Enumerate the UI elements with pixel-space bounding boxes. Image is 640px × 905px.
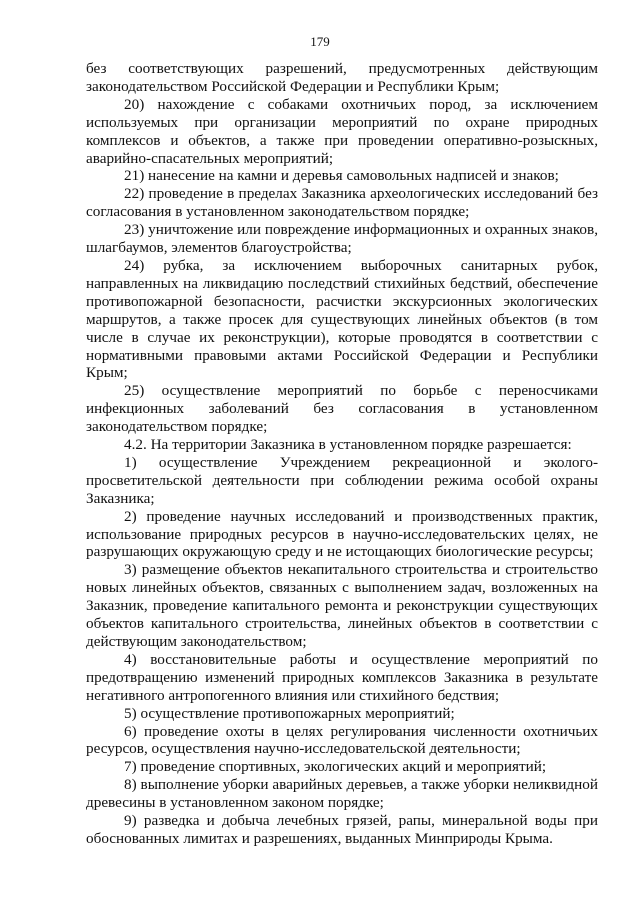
paragraph-allowed-1: 1) осуществление Учреждением рекреационной и эколого-просветительской деятельности при соблюдении режима особой охраны Заказника; bbox=[86, 453, 598, 507]
paragraph-allowed-5: 5) осуществление противопожарных мероприятий; bbox=[124, 704, 455, 722]
paragraph-item-20: 20) нахождение с собаками охотничьих пород, за исключением используемых при организации мероприятий по охране природных комплексов и объектов, а также при проведении оперативно-розыскных, аварийно-спасательных мероприятий; bbox=[86, 95, 598, 167]
paragraph-item-23: 23) уничтожение или повреждение информационных и охранных знаков, шлагбаумов, элементов благоустройства; bbox=[86, 221, 598, 257]
document-body bbox=[86, 60, 598, 848]
paragraph-allowed-8: 8) выполнение уборки аварийных деревьев, а также уборки неликвидной древесины в установленном законом порядке; bbox=[86, 776, 598, 812]
paragraph-item-25: 25) осуществление мероприятий по борьбе с переносчиками инфекционных заболеваний без согласования в установленном законодательством порядке; bbox=[86, 382, 598, 436]
paragraph-allowed-2: 2) проведение научных исследований и производственных практик, использование природных ресурсов в научно-исследовательских целях, не разрушающих окружающую среду и не истощающих биологические ресурсы; bbox=[86, 507, 598, 561]
paragraph-allowed-4: 4) восстановительные работы и осуществление мероприятий по предотвращению изменений природных комплексов Заказника в результате негативного антропогенного влияния или стихийного бедствия; bbox=[86, 650, 598, 704]
paragraph-item-21: 21) нанесение на камни и деревья самовольных надписей и знаков; bbox=[124, 167, 559, 185]
paragraph-item-22: 22) проведение в пределах Заказника археологических исследований без согласования в установленном законодательством порядке; bbox=[86, 185, 598, 221]
paragraph-allowed-3: 3) размещение объектов некапитального строительства и строительство новых линейных объектов, связанных с выполнением задач, возложенных на Заказник, проведение капитального ремонта и реконструкции существующих объектов капитального строительства, линейных объектов в соответствии с действующим законодательством; bbox=[86, 561, 598, 650]
paragraph-continuation: без соответствующих разрешений, предусмотренных действующим законодательством Российской Федерации и Республики Крым; bbox=[86, 60, 598, 95]
paragraph-allowed-7: 7) проведение спортивных, экологических акций и мероприятий; bbox=[124, 758, 547, 776]
page-number: 179 bbox=[310, 34, 330, 49]
paragraph-allowed-6: 6) проведение охоты в целях регулирования численности охотничьих ресурсов, осуществления научно-исследовательской деятельности; bbox=[86, 722, 598, 758]
paragraph-allowed-9: 9) разведка и добыча лечебных грязей, рапы, минеральной воды при обоснованных лимитах и разрешениях, выданных Минприроды Крыма. bbox=[86, 812, 598, 847]
section-heading-4-2: 4.2. На территории Заказника в установленном порядке разрешается: bbox=[124, 436, 572, 454]
paragraph-item-24: 24) рубка, за исключением выборочных санитарных рубок, направленных на ликвидацию последствий стихийных бедствий, обеспечение противопожарной безопасности, расчистки экскурсионных экологических маршрутов, а также просек для существующих линейных объектов (в том числе в случае их реконструкции), которые проводятся в соответствии с нормативными правовыми актами Российской Федерации и Республики Крым; bbox=[86, 256, 598, 382]
